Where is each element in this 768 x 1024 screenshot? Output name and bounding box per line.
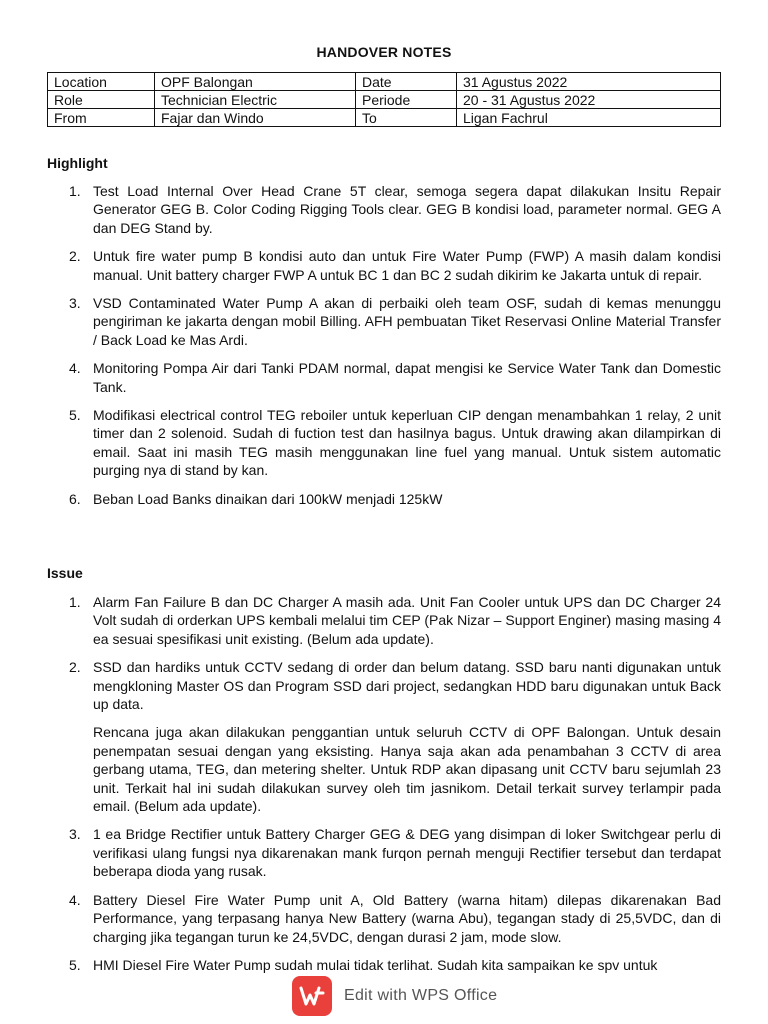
issue-list (47, 593, 721, 984)
list-item (47, 359, 721, 396)
item-text: Beban Load Banks dinaikan dari 100kW menjadi 125kW (93, 490, 443, 507)
table-cell: Date (356, 73, 457, 91)
item-text: Battery Diesel Fire Water Pump unit A, Old Battery (warna hitam) dilepas dikarenakan Bad Performance, yang terpasang hanya New Battery (warna Abu), tegangan stady di 25,5VDC, dan di charging jika tegangan turun ke 24,5VDC, dengan durasi 2 jam, mode slow. (93, 891, 721, 945)
list-item (47, 182, 721, 237)
item-text: Test Load Internal Over Head Crane 5T clear, semoga segera dapat dilakukan Insitu Repair Generator GEG B. Color Coding Rigging Tools clear. GEG B kondisi load, parameter normal. GEG A dan DEG Stand by. (93, 183, 721, 236)
item-text: Monitoring Pompa Air dari Tanki PDAM normal, dapat mengisi ke Service Water Tank dan Domestic Tank. (93, 360, 721, 395)
table-cell: To (356, 109, 457, 127)
item-number: 5. (69, 956, 81, 973)
table-cell: Fajar dan Windo (155, 109, 356, 127)
item-number: 1. (69, 594, 81, 610)
table-cell: Ligan Fachrul (457, 109, 721, 127)
list-item (47, 593, 721, 648)
item-number: 4. (69, 891, 81, 908)
list-item (47, 406, 721, 480)
handover-info-table (47, 72, 721, 127)
issue-heading: Issue (47, 565, 83, 581)
list-item (47, 247, 721, 284)
table-row (48, 73, 721, 91)
table-cell: Location (48, 73, 155, 91)
item-number: 1. (69, 183, 81, 199)
highlight-heading: Highlight (47, 155, 108, 171)
table-row (48, 109, 721, 127)
item-text-continued: Rencana juga akan dilakukan penggantian untuk seluruh CCTV di OPF Balongan. Untuk desain penempatan sesuai dengan yang eksisting. Hanya saja akan ada penambahan 3 CCTV di area gerbang utama, TEG, dan metering shelter. Untuk RDP akan dipasang unit CCTV baru sejumlah 23 unit. Terkait hal ini sudah dilakukan survey oleh tim jasnikom. Detail terkait survey terlampir pada email. (Belum ada update). (93, 724, 721, 815)
wps-watermark-label: Edit with WPS Office (344, 987, 498, 1004)
item-text: Untuk fire water pump B kondisi auto dan untuk Fire Water Pump (FWP) A masih dalam kondisi manual. Unit battery charger FWP A untuk BC 1 dan BC 2 sudah dikirim ke Jakarta untuk di repair. (93, 248, 721, 283)
table-cell: OPF Balongan (155, 73, 356, 91)
item-text: Modifikasi electrical control TEG reboiler untuk keperluan CIP dengan menambahkan 1 relay, 2 unit timer dan 2 solenoid. Sudah di fuction test dan hasilnya bagus. Untuk drawing akan dilampirkan di email. Saat ini masih TEG masih menggunakan line fuel yang manual. Untuk sistem automatic purging nya di stand by kan. (93, 407, 721, 479)
list-item (47, 956, 721, 974)
highlight-list (47, 182, 721, 518)
table-cell: Periode (356, 91, 457, 109)
list-item (47, 891, 721, 946)
table-cell: 20 - 31 Agustus 2022 (457, 91, 721, 109)
wps-watermark (292, 976, 497, 1016)
table-cell: 31 Agustus 2022 (457, 73, 721, 91)
table-cell: Role (48, 91, 155, 109)
page-title: HANDOVER NOTES (316, 44, 452, 60)
table-cell: From (48, 109, 155, 127)
item-number: 3. (69, 826, 81, 843)
item-number: 5. (69, 407, 81, 424)
item-number: 3. (69, 295, 81, 312)
item-number: 2. (69, 659, 81, 676)
list-item (47, 658, 721, 815)
table-cell: Technician Electric (155, 91, 356, 109)
item-number: 4. (69, 360, 81, 377)
item-number: 2. (69, 248, 81, 265)
table-row (48, 91, 721, 109)
item-text: SSD dan hardiks untuk CCTV sedang di order dan belum datang. SSD baru nanti digunakan untuk mengkloning Master OS dan Program SSD dari project, sedangkan HDD baru digunakan untuk Back up data. (93, 659, 721, 713)
list-item (47, 490, 721, 508)
item-text: VSD Contaminated Water Pump A akan di perbaiki oleh team OSF, sudah di kemas menunggu pengiriman ke jakarta dengan mobil Billing. AFH pembuatan Tiket Reservasi Online Material Transfer / Back Load ke Mas Ardi. (93, 295, 721, 348)
wps-logo-icon (292, 976, 332, 1016)
item-text: 1 ea Bridge Rectifier untuk Battery Charger GEG & DEG yang disimpan di loker Switchgear perlu di verifikasi ulang fungsi nya dikarenakan mank furqon pernah menguji Rectifier tersebut dan terdapat beberapa dioda yang rusak. (93, 826, 721, 880)
item-text: HMI Diesel Fire Water Pump sudah mulai tidak terlihat. Sudah kita sampaikan ke spv untuk (93, 956, 658, 973)
list-item (47, 294, 721, 349)
list-item (47, 825, 721, 880)
item-text: Alarm Fan Failure B dan DC Charger A masih ada. Unit Fan Cooler untuk UPS dan DC Charger 24 Volt sudah di orderkan UPS kembali melalui tim CEP (Pak Nizar – Support Enginer) masing masing 4 ea sesuai spesifikasi unit existing. (Belum ada update). (93, 594, 721, 647)
item-number: 6. (69, 490, 81, 507)
